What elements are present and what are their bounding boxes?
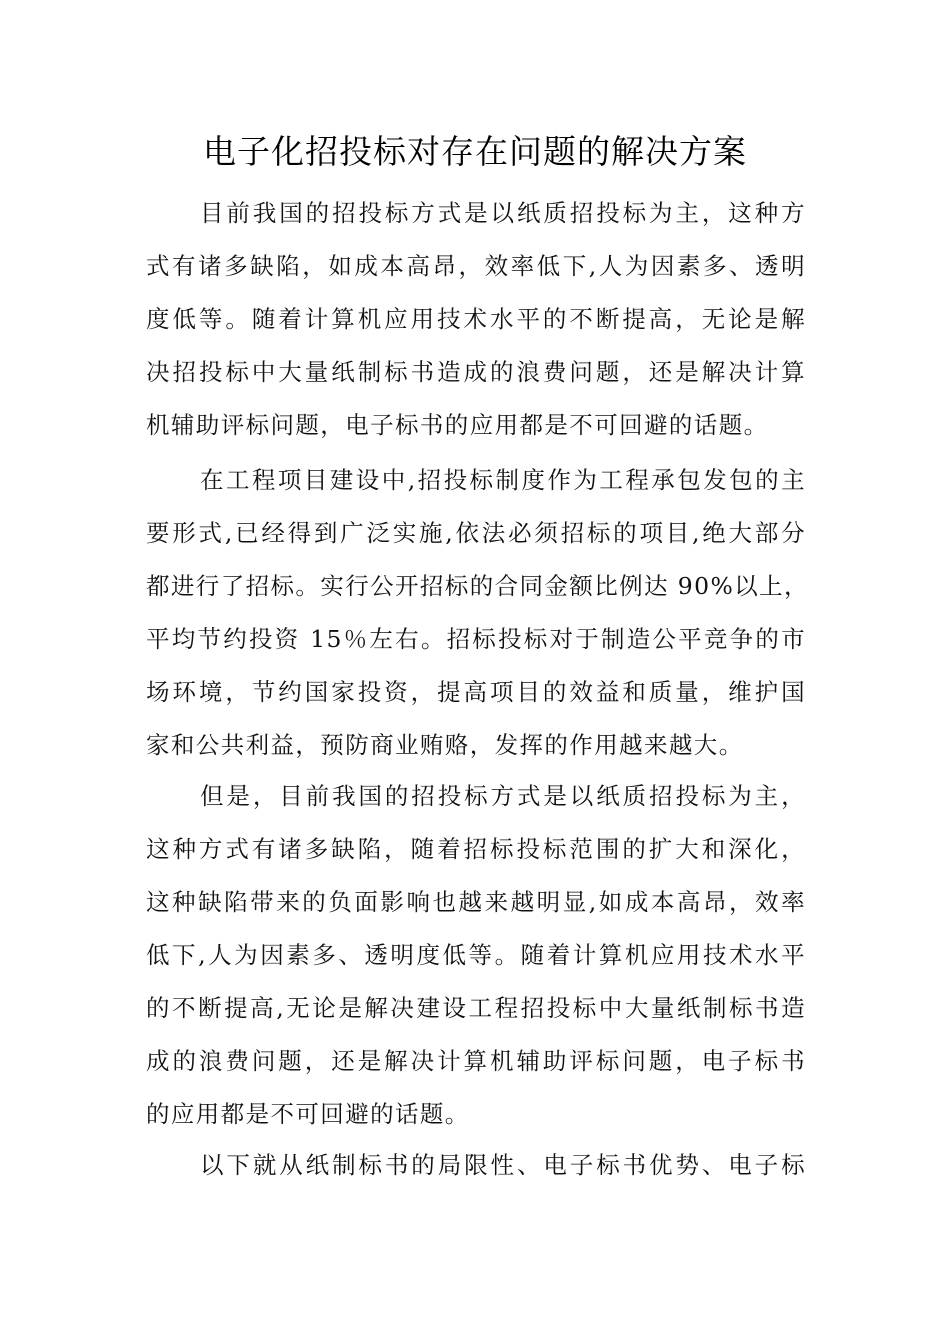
paragraph-line: 成的浪费问题，还是解决计算机辅助评标问题，电子标书 xyxy=(146,1047,806,1075)
paragraph-2 xyxy=(146,454,809,772)
paragraph-line: 的应用都是不可回避的话题。 xyxy=(146,1100,470,1128)
paragraph-line: 但是，目前我国的招投标方式是以纸质招投标为主， xyxy=(200,782,806,810)
paragraph-line: 式有诸多缺陷，如成本高昂，效率低下,人为因素多、透明 xyxy=(146,252,806,280)
paragraph-line: 决招投标中大量纸制标书造成的浪费问题，还是解决计算 xyxy=(146,358,806,386)
paragraph-line: 目前我国的招投标方式是以纸质招投标为主，这种方 xyxy=(200,199,806,227)
paragraph-line: 这种缺陷带来的负面影响也越来越明显,如成本高昂，效率 xyxy=(146,888,806,916)
paragraph-line: 平均节约投资 15％左右。招标投标对于制造公平竞争的市 xyxy=(146,625,807,653)
paragraph-line: 低下,人为因素多、透明度低等。随着计算机应用技术水平 xyxy=(146,941,806,969)
paragraph-line: 度低等。随着计算机应用技术水平的不断提高，无论是解 xyxy=(146,305,806,333)
paragraph-line: 的不断提高,无论是解决建设工程招投标中大量纸制标书造 xyxy=(146,994,806,1022)
paragraph-line: 都进行了招标。实行公开招标的合同金额比例达 90%以上， xyxy=(146,572,809,600)
paragraph-line: 这种方式有诸多缺陷，随着招标投标范围的扩大和深化， xyxy=(146,835,806,863)
paragraph-4 xyxy=(146,1139,806,1192)
paragraph-3 xyxy=(146,770,806,1141)
paragraph-line: 家和公共利益，预防商业贿赂，发挥的作用越来越大。 xyxy=(146,731,744,759)
document-title: 电子化招投标对存在问题的解决方案 xyxy=(203,132,747,171)
paragraph-line: 以下就从纸制标书的局限性、电子标书优势、电子标 xyxy=(200,1151,806,1179)
paragraph-line: 在工程项目建设中,招投标制度作为工程承包发包的主 xyxy=(200,466,806,494)
paragraph-line: 场环境，节约国家投资，提高项目的效益和质量，维护国 xyxy=(146,678,806,706)
paragraph-1 xyxy=(146,187,806,452)
paragraph-line: 机辅助评标问题，电子标书的应用都是不可回避的话题。 xyxy=(146,411,769,439)
paragraph-line: 要形式,已经得到广泛实施,依法必须招标的项目,绝大部分 xyxy=(146,519,806,547)
